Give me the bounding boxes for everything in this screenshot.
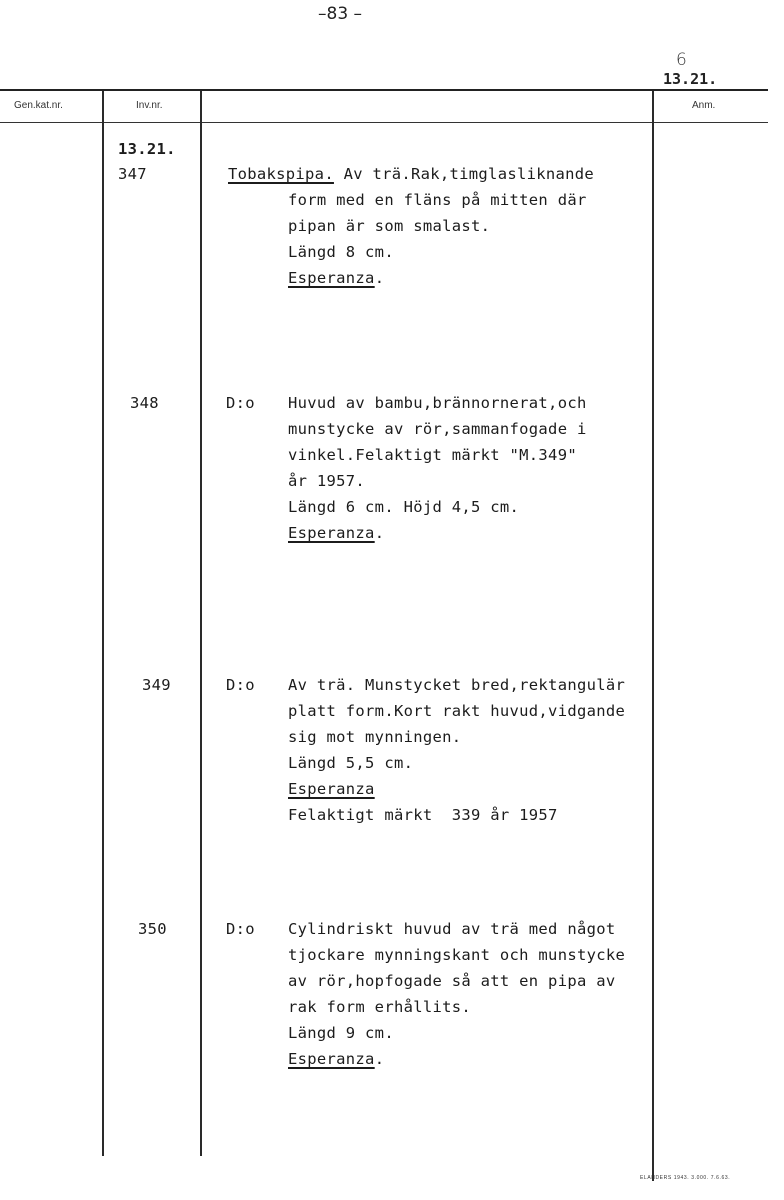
source-name: Esperanza [288, 1050, 375, 1068]
entry-line: sig mot mynningen. [288, 728, 462, 746]
printer-mark: ELANDERS 1943. 3.000. 7.6.63. [640, 1175, 731, 1181]
group-label: 13.21. [118, 140, 176, 158]
entry-line: form med en fläns på mitten där [288, 191, 587, 209]
entry-title: Tobakspipa. [228, 165, 334, 183]
entry-source [288, 1046, 384, 1072]
source-suffix: . [374, 269, 385, 287]
entry-line: rak form erhållits. [288, 998, 472, 1016]
ditto-mark: D:o [226, 920, 255, 938]
entry-line: av rör,hopfogade så att en pipa av [288, 972, 616, 990]
entry-source [288, 265, 384, 291]
entry-line: pipan är som smalast. [288, 217, 491, 235]
entry-source [288, 776, 375, 802]
entry-line: Längd 9 cm. [288, 1024, 394, 1042]
source-name: Esperanza [288, 780, 375, 798]
inventory-number: 350 [138, 920, 167, 938]
column-divider [652, 91, 654, 1181]
column-header-anm: Anm. [692, 100, 716, 111]
page-number: –83 – [318, 4, 363, 24]
column-header-inv-nr: Inv.nr. [136, 100, 163, 111]
source-name: Esperanza [288, 524, 375, 542]
source-name: Esperanza [288, 269, 375, 287]
column-header-gen-kat-nr: Gen.kat.nr. [14, 100, 63, 111]
column-divider [200, 91, 202, 1156]
ditto-mark: D:o [226, 676, 255, 694]
inventory-number: 348 [130, 394, 159, 412]
entry-line: Längd 5,5 cm. [288, 754, 414, 772]
source-suffix: . [374, 1050, 385, 1068]
entry-line: Längd 6 cm. Höjd 4,5 cm. [288, 498, 520, 516]
entry-first-line [228, 161, 594, 187]
source-suffix: . [374, 524, 385, 542]
sheet-number: 6 [676, 50, 687, 70]
entry-line: Huvud av bambu,brännornerat,och [288, 394, 587, 412]
entry-line: Av trä. Munstycket bred,rektangulär [288, 676, 626, 694]
entry-line: vinkel.Felaktigt märkt "M.349" [288, 446, 577, 464]
inventory-number: 349 [142, 676, 171, 694]
ditto-mark: D:o [226, 394, 255, 412]
entry-line: platt form.Kort rakt huvud,vidgande [288, 702, 626, 720]
entry-line: Längd 8 cm. [288, 243, 394, 261]
entry-source [288, 520, 384, 546]
entry-note: Felaktigt märkt 339 år 1957 [288, 806, 558, 824]
entry-line: tjockare mynningskant och munstycke [288, 946, 626, 964]
inventory-number: 347 [118, 165, 147, 183]
entry-line: munstycke av rör,sammanfogade i [288, 420, 587, 438]
sheet-catalog-number: 13.21. [663, 70, 718, 88]
entry-line: Cylindriskt huvud av trä med något [288, 920, 616, 938]
column-divider [102, 91, 104, 1156]
entry-line: år 1957. [288, 472, 366, 490]
entry-text: Av trä.Rak,timglasliknande [333, 165, 595, 183]
